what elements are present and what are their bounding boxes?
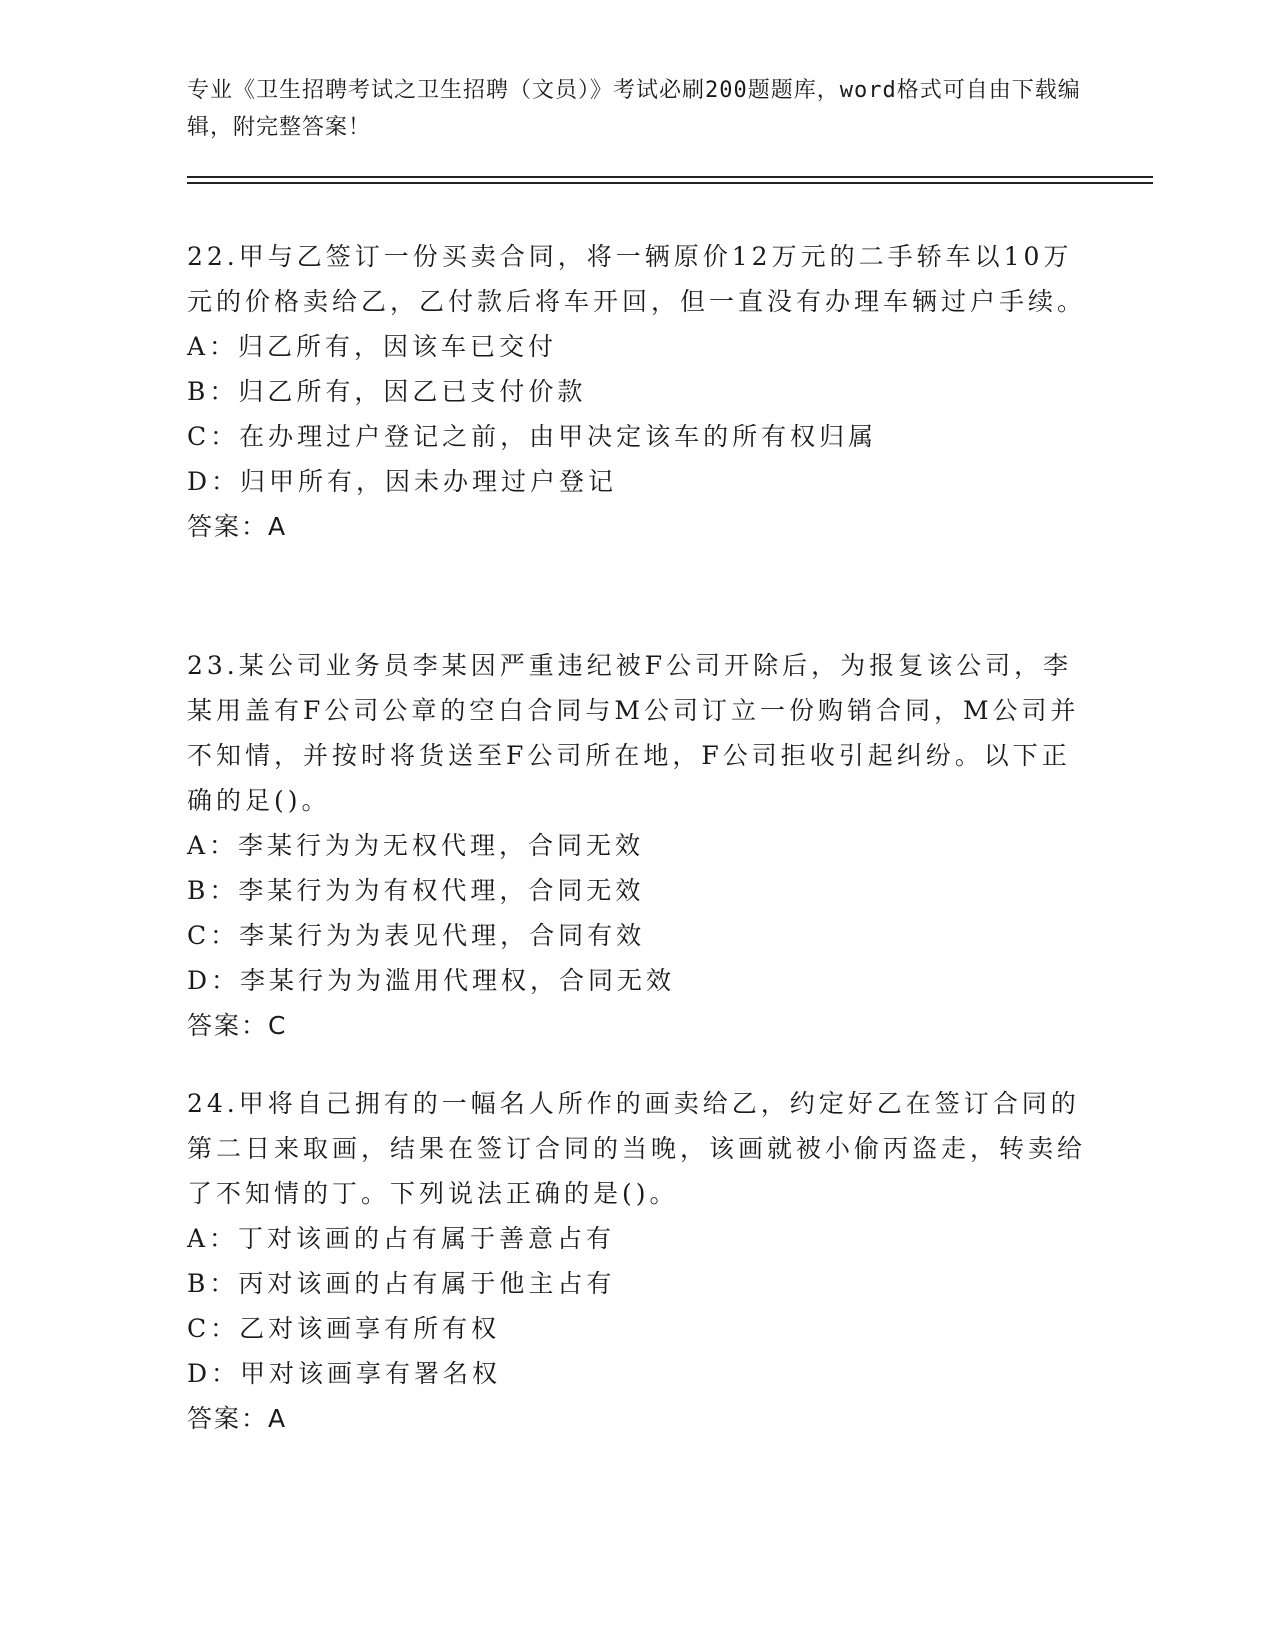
option-d: D：李某行为为滥用代理权，合同无效 — [187, 966, 676, 995]
answer: 答案：A — [187, 1404, 288, 1433]
header-divider-top — [187, 176, 1153, 178]
header-divider-bottom — [187, 182, 1153, 184]
option-b: B：归乙所有，因乙已支付价款 — [187, 377, 587, 406]
question-24 — [187, 1081, 1087, 1441]
option-a: A：归乙所有，因该车已交付 — [187, 332, 558, 361]
question-stem: 24.甲将自己拥有的一幅名人所作的画卖给乙，约定好乙在签订合同的第二日来取画，结果在签订合同的当晚，该画就被小偷丙盗走，转卖给了不知情的丁。下列说法正确的是()。 — [187, 1089, 1087, 1208]
answer: 答案：C — [187, 1011, 288, 1040]
question-stem: 23.某公司业务员李某因严重违纪被F公司开除后，为报复该公司，李某用盖有F公司公章的空白合同与M公司订立一份购销合同，M公司并不知情，并按时将货送至F公司所在地，F公司拒收引起纠纷。以下正确的足()。 — [187, 651, 1080, 815]
option-a: A：李某行为为无权代理，合同无效 — [187, 831, 645, 860]
question-stem: 22.甲与乙签订一份买卖合同，将一辆原价12万元的二手轿车以10万元的价格卖给乙，乙付款后将车开回，但一直没有办理车辆过户手续。 — [187, 242, 1087, 316]
option-b: B：丙对该画的占有属于他主占有 — [187, 1269, 616, 1298]
option-c: C：李某行为为表见代理，合同有效 — [187, 921, 646, 950]
question-22 — [187, 234, 1087, 549]
option-d: D：甲对该画享有署名权 — [187, 1359, 502, 1388]
option-a: A：丁对该画的占有属于善意占有 — [187, 1224, 616, 1253]
question-23 — [187, 643, 1087, 1048]
option-b: B：李某行为为有权代理，合同无效 — [187, 876, 645, 905]
option-d: D：归甲所有，因未办理过户登记 — [187, 467, 618, 496]
answer: 答案：A — [187, 512, 288, 541]
option-c: C：乙对该画享有所有权 — [187, 1314, 501, 1343]
option-c: C：在办理过户登记之前，由甲决定该车的所有权归属 — [187, 422, 878, 451]
document-header: 专业《卫生招聘考试之卫生招聘（文员）》考试必刷200题题库，word格式可自由下载编辑，附完整答案！ — [187, 78, 1081, 140]
